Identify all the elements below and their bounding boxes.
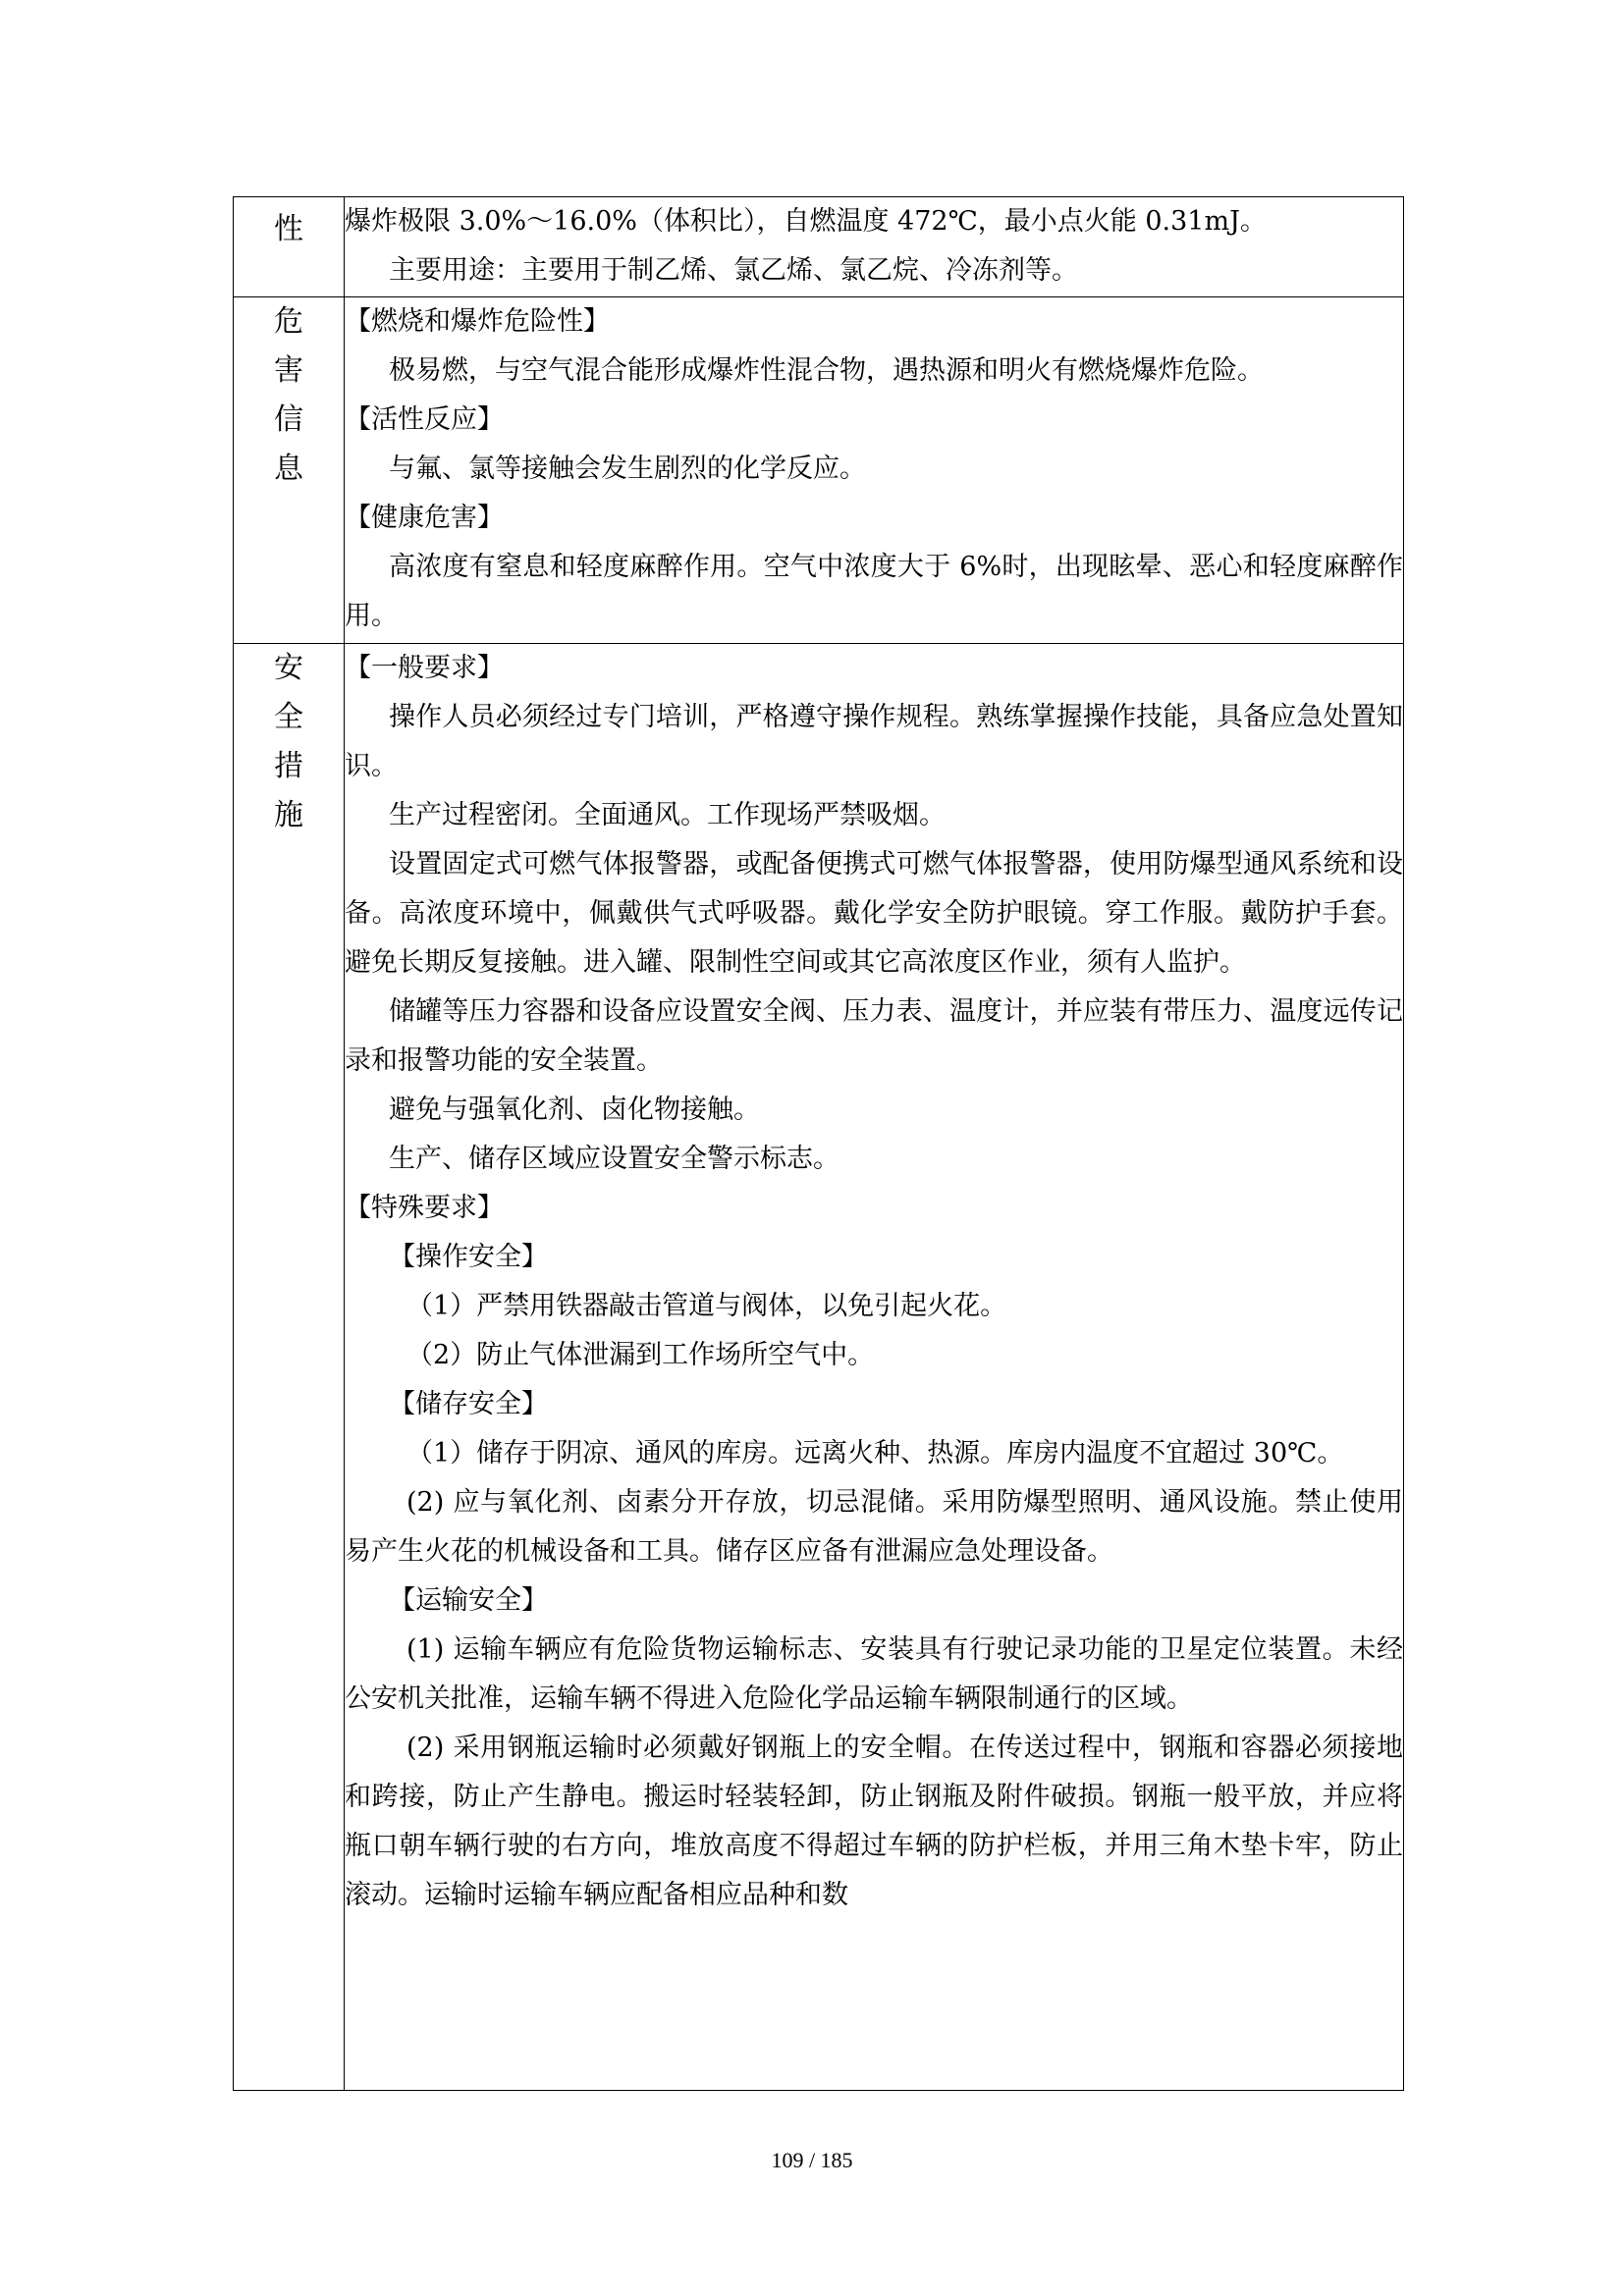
row-label-properties: 性 — [234, 197, 345, 297]
document-page — [233, 196, 1404, 2091]
subsection-heading: 【储存安全】 — [389, 1389, 548, 1419]
row-properties — [234, 197, 1404, 297]
paragraph: 生产、储存区域应设置安全警示标志。 — [389, 1144, 839, 1174]
paragraph: 与氟、氯等接触会发生剧烈的化学反应。 — [389, 454, 866, 484]
paragraph: （1）储存于阴凉、通风的库房。远离火种、热源。库房内温度不宜超过 30℃。 — [406, 1438, 1344, 1468]
paragraph: (2) 应与氧化剂、卤素分开存放，切忌混储。采用防爆型照明、通风设施。禁止使用易产生火花的机械设备和工具。储存区应备有泄漏应急处理设备。 — [345, 1487, 1403, 1567]
paragraph: (2) 采用钢瓶运输时必须戴好钢瓶上的安全帽。在传送过程中，钢瓶和容器必须接地和跨接，防止产生静电。搬运时轻装轻卸，防止钢瓶及附件破损。钢瓶一般平放，并应将瓶口朝车辆行驶的右方向，堆放高度不得超过车辆的防护栏板，并用三角木垫卡牢，防止滚动。运输时运输车辆应配备相应品种和数 — [345, 1733, 1403, 1910]
properties-line-2: 主要用途：主要用于制乙烯、氯乙烯、氯乙烷、冷冻剂等。 — [389, 255, 1078, 286]
page-number: 109 / 185 — [771, 2148, 853, 2172]
section-heading: 【活性反应】 — [345, 404, 504, 435]
row-hazard — [234, 297, 1404, 644]
properties-content — [345, 197, 1404, 297]
properties-line-1: 爆炸极限 3.0%～16.0%（体积比），自燃温度 472℃，最小点火能 0.31mJ。 — [345, 206, 1267, 237]
paragraph: 极易燃，与空气混合能形成爆炸性混合物，遇热源和明火有燃烧爆炸危险。 — [389, 355, 1264, 386]
paragraph: 储罐等压力容器和设备应设置安全阀、压力表、温度计，并应装有带压力、温度远传记录和报警功能的安全装置。 — [345, 996, 1403, 1076]
paragraph: 高浓度有窒息和轻度麻醉作用。空气中浓度大于 6%时，出现眩晕、恶心和轻度麻醉作用。 — [345, 552, 1403, 631]
paragraph: （2）防止气体泄漏到工作场所空气中。 — [406, 1340, 875, 1370]
paragraph: 生产过程密闭。全面通风。工作现场严禁吸烟。 — [389, 800, 946, 830]
section-heading: 【健康危害】 — [345, 503, 504, 533]
paragraph: （1）严禁用铁器敲击管道与阀体，以免引起火花。 — [406, 1291, 1007, 1321]
hazard-content — [345, 297, 1404, 644]
row-safety — [234, 644, 1404, 2091]
paragraph: (1) 运输车辆应有危险货物运输标志、安装具有行驶记录功能的卫星定位装置。未经公安机关批准，运输车辆不得进入危险化学品运输车辆限制通行的区域。 — [345, 1634, 1403, 1714]
section-heading: 【燃烧和爆炸危险性】 — [345, 306, 610, 337]
section-heading: 【特殊要求】 — [345, 1193, 504, 1223]
paragraph: 避免与强氧化剂、卤化物接触。 — [389, 1095, 760, 1125]
subsection-heading: 【运输安全】 — [389, 1585, 548, 1616]
subsection-heading: 【操作安全】 — [389, 1242, 548, 1272]
row-label-hazard: 危 害 信 息 — [234, 297, 345, 644]
section-heading: 【一般要求】 — [345, 653, 504, 683]
paragraph: 设置固定式可燃气体报警器，或配备便携式可燃气体报警器，使用防爆型通风系统和设备。高浓度环境中，佩戴供气式呼吸器。戴化学安全防护眼镜。穿工作服。戴防护手套。避免长期反复接触。进入罐、限制性空间或其它高浓度区作业，须有人监护。 — [345, 849, 1403, 978]
safety-content — [345, 644, 1404, 2091]
row-label-safety: 安 全 措 施 — [234, 644, 345, 2091]
paragraph: 操作人员必须经过专门培训，严格遵守操作规程。熟练掌握操作技能，具备应急处置知识。 — [345, 702, 1403, 781]
msds-table — [233, 196, 1404, 2091]
